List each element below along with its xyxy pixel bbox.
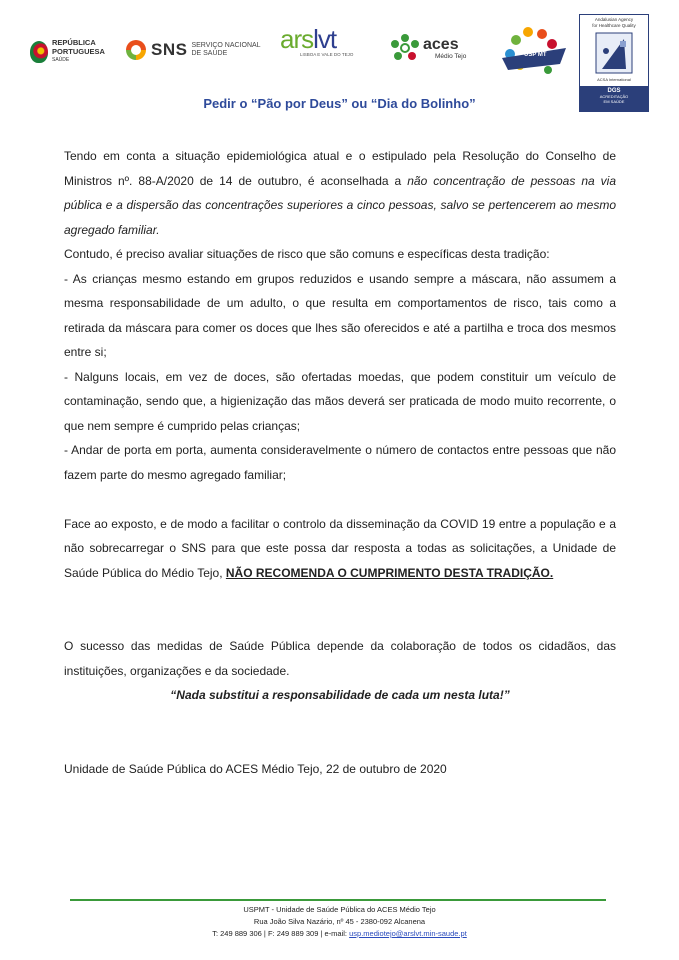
- acsa-band-line3: EM SAÚDE: [603, 99, 625, 104]
- acsa-emblem-icon: [594, 31, 634, 75]
- ars-tagline: LISBOA E VALE DO TEJO: [300, 52, 354, 57]
- aces-subtitle: Médio Tejo: [435, 53, 467, 60]
- acsa-mid-text: ACSA International: [597, 77, 631, 82]
- aces-flower-icon: [389, 32, 421, 64]
- paragraph-collaboration: O sucesso das medidas de Saúde Pública depende da colaboração de todos os cidadãos, das instituições, organizações e da sociedade.: [64, 639, 616, 678]
- coat-of-arms-icon: [30, 41, 48, 63]
- risk-item-door-to-door: - Andar de porta em porta, aumenta consideravelmente o número de contactos entre pessoas que não fazem parte do mesmo agregado familiar;: [64, 443, 616, 482]
- republica-portuguesa-logo: [30, 38, 105, 65]
- paragraph-context-text: Tendo em conta a situação epidemiológica atual e o estipulado pela Resolução do Conselho de Ministros nº. 88-A/2020 de 14 de outubro, é aconselhada a: [64, 149, 616, 188]
- republica-line2: PORTUGUESA: [52, 47, 105, 56]
- sns-name-line1: SERVIÇO NACIONAL: [191, 42, 261, 49]
- aces-name: aces: [423, 36, 459, 53]
- acsa-band-line2: ACREDITAÇÃO: [599, 94, 629, 99]
- paragraph-context-recommendation: não concentração de pessoas na via pública e a dispersão das concentrações superiores a cinco pessoas, salvo se pertencerem ao mesmo agregado familiar.: [64, 173, 617, 237]
- document-body: [64, 144, 616, 781]
- sns-acronym: SNS: [151, 40, 188, 59]
- acsa-band-dgs: DGS: [607, 88, 621, 94]
- paragraph-context: [64, 144, 616, 242]
- sns-ring-icon: [126, 40, 146, 60]
- republica-line1: REPÚBLICA: [52, 38, 96, 47]
- ars-word: ars: [280, 24, 314, 54]
- paragraph-conclusion-text: Face ao exposto, e de modo a facilitar o controlo da disseminação da COVID 19 entre a população e a não sobrecarregar o SNS para que este possa dar resposta a todas as solicitações, a Unidade de Saúde Pública do Médio Tejo,: [64, 516, 616, 580]
- document-title: Pedir o “Pão por Deus” ou “Dia do Bolinho”: [203, 96, 476, 111]
- acsa-line2: for Healthcare Quality: [592, 22, 636, 28]
- footer-divider: [70, 899, 606, 901]
- paragraph-risks-intro: Contudo, é preciso avaliar situações de risco que são comuns e específicas desta tradição:: [64, 247, 550, 261]
- footer-unit-name: USPMT - Unidade de Saúde Pública do ACES Médio Tejo: [243, 905, 436, 914]
- uspmt-label: USP MT: [524, 52, 547, 58]
- aces-logo: [389, 32, 466, 64]
- footer-phone-fax: T: 249 889 306 | F: 249 889 309 | e-mail:: [212, 929, 350, 938]
- signature-date: Unidade de Saúde Pública do ACES Médio Tejo, 22 de outubro de 2020: [64, 761, 447, 776]
- acsa-line1: Andalusian Agency: [594, 17, 634, 22]
- uspmt-logo: [498, 24, 570, 80]
- paragraph-conclusion: [64, 512, 616, 586]
- footer-address: Rua João Silva Nazário, nº 45 - 2380-092 Alcanena: [253, 917, 426, 926]
- risk-item-coins: - Nalguns locais, em vez de doces, são ofertadas moedas, que podem constituir um veículo de contaminação, sendo que, a higienização das mãos deverá ser praticada de modo muito recorrente, o que nem sempre é cumprido pelas crianças;: [64, 369, 616, 433]
- risk-item-masks: - As crianças mesmo estando em grupos reduzidos e usando sempre a máscara, não assumem a mesma responsabilidade de um adulto, o que resulta em comportamentos de risco, tais como a retirada da máscara para comer os doces que lhes são oferecidos e até a partilha e troca dos mesmos entre si;: [64, 271, 616, 359]
- footer-contacts: [0, 928, 679, 940]
- footer: [0, 904, 679, 940]
- lvt-word: lvt: [313, 24, 337, 54]
- republica-line3: SAÚDE: [52, 57, 70, 63]
- sns-logo: [126, 40, 261, 60]
- footer-email-link[interactable]: usp.mediotejo@arslvt.min-saude.pt: [349, 929, 467, 938]
- closing-quote: “Nada substitui a responsabilidade de cada um nesta luta!”: [170, 688, 510, 702]
- sns-name-line2: DE SAÚDE: [191, 50, 228, 57]
- not-recommended-statement: NÃO RECOMENDA O CUMPRIMENTO DESTA TRADIÇÃO.: [225, 565, 554, 580]
- ars-lvt-logo: [280, 24, 353, 57]
